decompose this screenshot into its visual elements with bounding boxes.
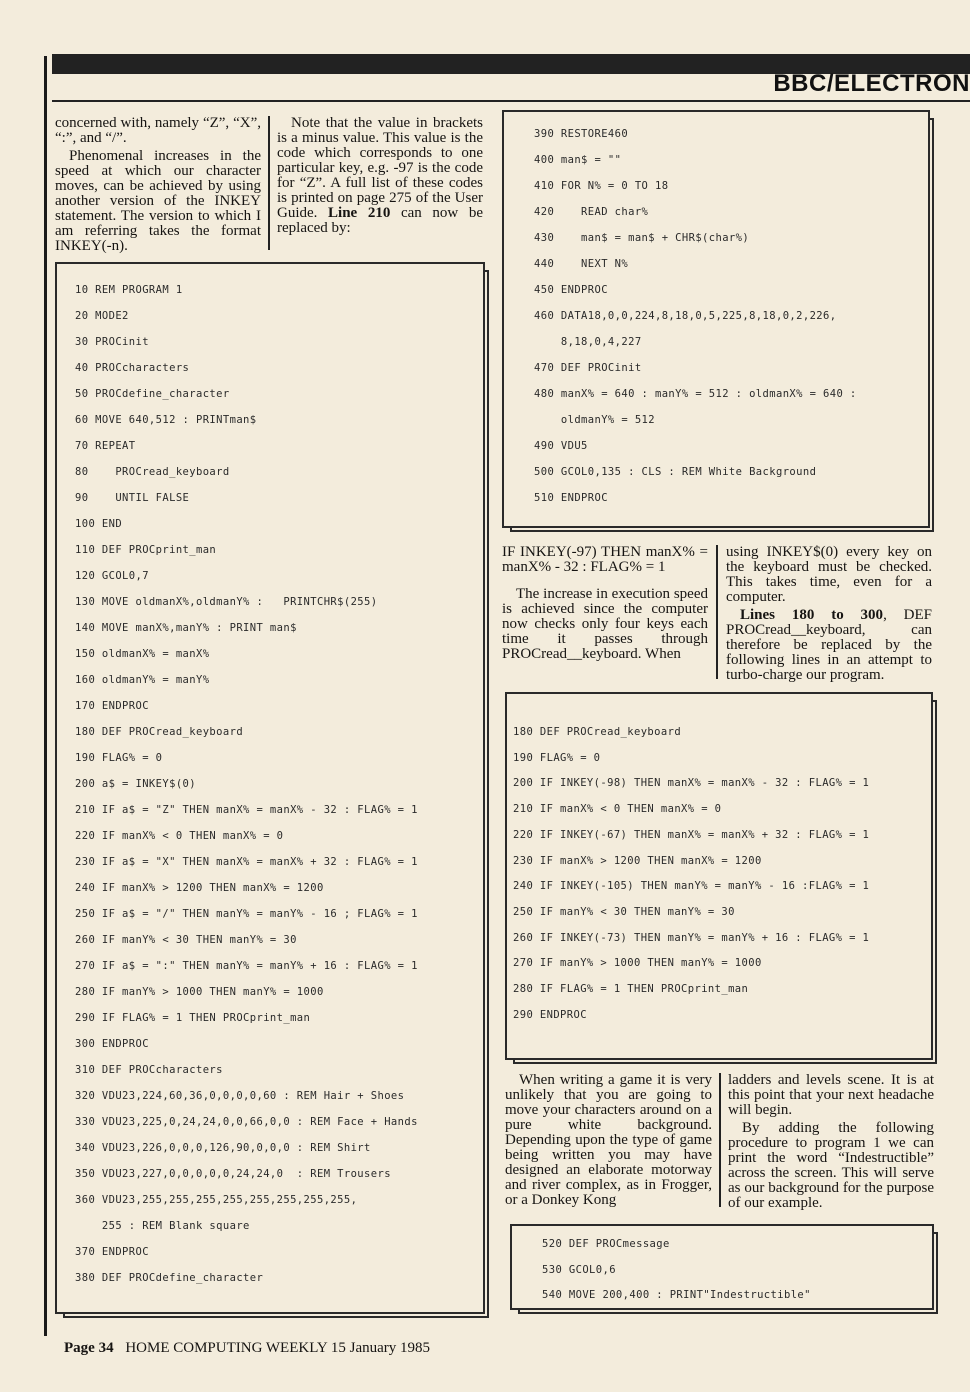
code-line: 110 DEF PROCprint_man [75,544,217,556]
page-footer [64,1340,430,1357]
code-line: 100 END [75,518,123,530]
code-line: 220 IF manX% < 0 THEN manX% = 0 [75,830,284,842]
paragraph: ladders and levels scene. It is at this point that your next headache will begin. [728,1072,934,1118]
code-line: 140 MOVE manX%,manY% : PRINT man$ [75,622,297,634]
code-line: 180 DEF PROCread_keyboard [75,726,244,738]
code-line: 255 : REM Blank square [75,1220,250,1232]
code-line: 320 VDU23,224,60,36,0,0,0,0,60 : REM Hair + Shoes [75,1090,405,1102]
code-line: 420 READ char% [534,206,649,218]
code-line: 210 IF manX% < 0 THEN manX% = 0 [513,803,722,816]
code-line: 290 ENDPROC [513,1008,587,1021]
column-6-text [728,1073,934,1211]
code-line: 250 IF a$ = "/" THEN manY% = manY% - 16 ; FLAG% = 1 [75,908,418,920]
column-divider [719,1073,721,1207]
column-divider [716,545,718,679]
column-2-text [277,116,483,236]
code-line: 460 DATA18,0,0,224,8,18,0,5,225,8,18,0,2,226, [534,310,837,322]
page-number: Page 34 [64,1340,114,1356]
code-line: 180 DEF PROCread_keyboard [513,726,682,738]
code-line: 130 MOVE oldmanX%,oldmanY% : PRINTCHR$(255) [75,596,378,608]
code-line: 80 PROCread_keyboard [75,466,230,478]
code-line: 440 NEXT N% [534,258,629,270]
code-line: 30 PROCinit [75,336,149,348]
code-line: 8,18,0,4,227 [534,336,642,348]
code-line: 300 ENDPROC [75,1038,149,1050]
code-listing-program-1 [55,262,485,1314]
code-line: 250 IF manY% < 30 THEN manY% = 30 [513,905,735,918]
code-line: 160 oldmanY% = manY% [75,674,210,686]
code-line: 220 IF INKEY(-67) THEN manX% = manX% + 32 : FLAG% = 1 [513,828,870,841]
column-4-text [726,545,932,683]
code-line: 510 ENDPROC [534,492,608,504]
code-statement: IF INKEY(-97) THEN manX% = manX% - 32 : FLAG% = 1 [502,544,708,575]
code-line: 480 manX% = 640 : manY% = 512 : oldmanX% = 640 : [534,388,857,400]
section-title: BBC/ELECTRON [773,70,970,97]
code-listing-read-keyboard [505,692,933,1060]
code-listing-message [510,1224,934,1310]
code-line: 270 IF manY% > 1000 THEN manY% = 1000 [513,957,762,970]
header-rule [52,100,970,102]
paragraph: When writing a game it is very unlikely that you are going to move your characters around on a pure white background. Depending upon the type of game being written you may have designed an elaborate motorway and river complex, as in Frogger, or a Donkey Kong [505,1072,712,1208]
code-line: 280 IF manY% > 1000 THEN manY% = 1000 [75,986,324,998]
code-line: 60 MOVE 640,512 : PRINTman$ [75,414,257,426]
code-line: 280 IF FLAG% = 1 THEN PROCprint_man [513,983,749,995]
code-listing-continued [502,110,930,528]
code-line: 310 DEF PROCcharacters [75,1064,223,1076]
code-line: 90 UNTIL FALSE [75,492,190,504]
code-line: 490 VDU5 [534,440,588,452]
code-line: 380 DEF PROCdefine_character [75,1272,264,1284]
code-line: 290 IF FLAG% = 1 THEN PROCprint_man [75,1012,311,1024]
code-line: 330 VDU23,225,0,24,24,0,0,66,0,0 : REM Face + Hands [75,1116,418,1128]
column-3-text [502,545,708,662]
paragraph: The increase in execution speed is achieved since the computer now checks only four keys each time it passes through PROCread__keyboard. When [502,586,708,662]
code-line: 270 IF a$ = ":" THEN manY% = manY% + 16 : FLAG% = 1 [75,960,418,972]
code-line: 430 man$ = man$ + CHR$(char%) [534,232,750,244]
code-line: 360 VDU23,255,255,255,255,255,255,255,255, [75,1194,358,1206]
code-line: 500 GCOL0,135 : CLS : REM White Background [534,466,817,478]
column-divider [268,116,270,250]
code-line: 190 FLAG% = 0 [513,751,601,764]
code-line: 120 GCOL0,7 [75,570,149,582]
code-line: 50 PROCdefine_character [75,388,230,400]
code-line: 340 VDU23,226,0,0,0,126,90,0,0,0 : REM Shirt [75,1142,371,1154]
paragraph: By adding the following procedure to program 1 we can print the word “Indestructible” across the screen. This will serve as our background for the purpose of our example. [728,1120,934,1211]
code-line: 210 IF a$ = "Z" THEN manX% = manX% - 32 : FLAG% = 1 [75,804,418,816]
code-line: 70 REPEAT [75,440,136,452]
code-line: 40 PROCcharacters [75,362,190,374]
code-line: 230 IF manX% > 1200 THEN manX% = 1200 [513,854,762,867]
paragraph: concerned with, namely “Z”, “X”, “:”, and “/”. [55,115,261,146]
code-line: 410 FOR N% = 0 TO 18 [534,180,669,192]
column-1-text [55,116,261,254]
code-line: 530 GCOL0,6 [542,1263,616,1276]
code-line: 200 a$ = INKEY$(0) [75,778,196,790]
code-line: 200 IF INKEY(-98) THEN manX% = manX% - 32 : FLAG% = 1 [513,777,870,790]
code-line: 390 RESTORE460 [534,128,629,140]
code-line: 240 IF manX% > 1200 THEN manX% = 1200 [75,882,324,894]
code-line: 170 ENDPROC [75,700,149,712]
code-line: 470 DEF PROCinit [534,362,642,374]
publication-name: HOME COMPUTING WEEKLY 15 January 1985 [125,1340,431,1356]
code-line: 520 DEF PROCmessage [542,1238,670,1250]
paragraph: Phenomenal increases in the speed at which our character moves, can be achieved by using another version of the INKEY statement. The version to which I am referring takes the format INKEY(-n). [55,148,261,254]
code-line: 540 MOVE 200,400 : PRINT"Indestructible" [542,1289,811,1301]
code-line: 260 IF manY% < 30 THEN manY% = 30 [75,934,297,946]
code-line: 150 oldmanX% = manX% [75,648,210,660]
code-line: 450 ENDPROC [534,284,608,296]
code-line: 20 MODE2 [75,310,129,322]
code-line: 10 REM PROGRAM 1 [75,284,183,296]
code-line: 240 IF INKEY(-105) THEN manY% = manY% - 16 :FLAG% = 1 [513,880,870,893]
left-margin-rule [44,56,47,1336]
paragraph: using INKEY$(0) every key on the keyboard must be checked. This takes time, even for a computer. [726,544,932,605]
code-line: 400 man$ = "" [534,154,622,166]
code-line: 230 IF a$ = "X" THEN manX% = manX% + 32 : FLAG% = 1 [75,856,418,868]
code-line: 370 ENDPROC [75,1246,149,1258]
code-line: 350 VDU23,227,0,0,0,0,0,24,24,0 : REM Trousers [75,1168,391,1180]
column-5-text [505,1073,712,1208]
code-line: oldmanY% = 512 [534,414,655,426]
code-line: 190 FLAG% = 0 [75,752,163,764]
paragraph: Note that the value in brackets is a minus value. This value is the code which corresponds to one particular key, e.g. -97 is the code for “Z”. A full list of these codes is printed on page 275 of the User Guide. Line 210 can now be replaced by: [277,115,483,236]
paragraph: Lines 180 to 300, DEF PROCread__keyboard, can therefore be replaced by the following lines in an attempt to turbo-charge our program. [726,607,932,683]
code-line: 260 IF INKEY(-73) THEN manY% = manY% + 16 : FLAG% = 1 [513,931,870,944]
